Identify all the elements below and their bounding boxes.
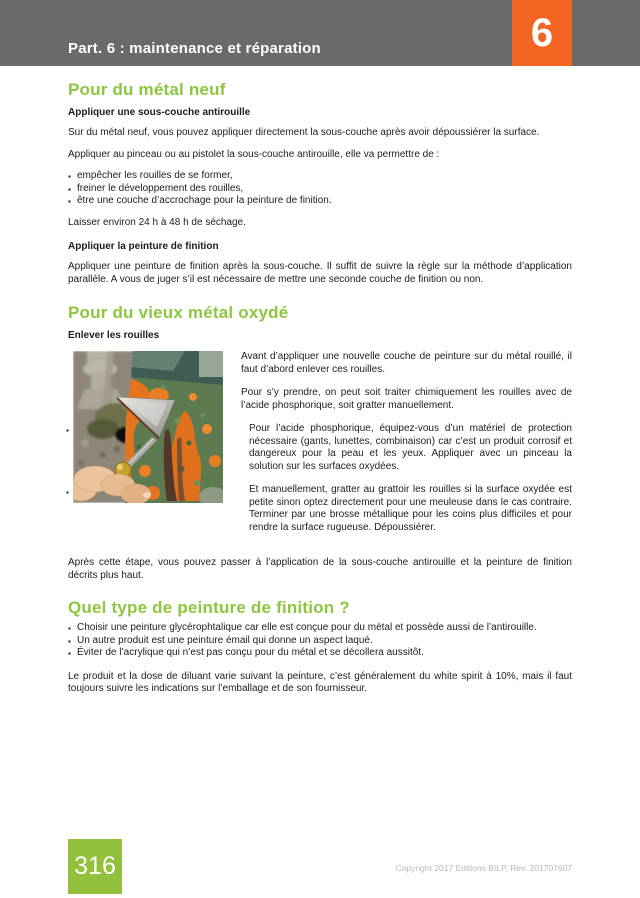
section-heading-vieux-metal: Pour du vieux métal oxydé	[68, 303, 289, 322]
list-item	[68, 622, 572, 635]
list-item-text: Éviter de l’acrylique qui n’est pas conçu pour du métal et se décollera aussitôt.	[77, 647, 424, 658]
paragraph: Laisser environ 24 h à 48 h de séchage.	[68, 216, 246, 228]
list-item	[68, 647, 572, 660]
list-item-text: Un autre produit est une peinture émail qui donne un aspect laqué.	[77, 634, 373, 646]
section-heading-metal-neuf: Pour du métal neuf	[68, 80, 226, 99]
photo-grattoir-metal-rouille	[73, 351, 223, 503]
subheading-peinture-finition: Appliquer la peinture de finition	[68, 241, 219, 252]
bullet-marker: ▪	[66, 426, 69, 435]
enlever-rouilles-text-column	[241, 351, 572, 545]
list-item	[68, 170, 572, 183]
bullet-marker: ▪	[68, 184, 71, 194]
scraper-photo-illustration	[73, 351, 223, 503]
bulleted-paragraph-manuel: Et manuellement, gratter au grattoir les rouilles si la surface oxydée est petite sinon optez directement pour une meuleuse dans le cas contraire. Terminer par une brosse métallique pour les coins plus difficiles et pour rendre la surface rugueuse. Dépoussiérer.	[249, 484, 572, 533]
bullet-marker: ▪	[68, 636, 71, 646]
bullet-marker: ▪	[68, 624, 71, 633]
bullet-marker: ▪	[68, 172, 71, 181]
list-item	[68, 195, 572, 208]
chapter-number-box	[512, 0, 572, 66]
paragraph: Pour s’y prendre, on peut soit traiter chimiquement les rouilles avec de l’acide phosphorique, soit gratter manuellement.	[241, 387, 572, 411]
page-content	[0, 80, 640, 696]
enlever-rouilles-content	[68, 351, 572, 545]
bullet-marker: ▪	[66, 488, 69, 497]
paragraph: Sur du métal neuf, vous pouvez appliquer directement la sous-couche après avoir dépoussiérer la surface.	[68, 127, 540, 138]
list-item-text: Choisir une peinture glycérophtalique car elle est conçue pour du métal et possède aussi de l’antirouille.	[77, 622, 537, 633]
section-heading-type-finition: Quel type de peinture de finition ?	[68, 598, 350, 617]
list-item-text: être une couche d’accrochage pour la peinture de finition.	[77, 195, 332, 206]
list-item	[68, 635, 572, 648]
page-header-band	[0, 0, 640, 66]
antirouille-benefits-list	[68, 170, 572, 208]
copyright-text: Copyright 2017 Editions BILP, Rev. 201707607	[395, 863, 572, 873]
paragraph: Avant d’appliquer une nouvelle couche de peinture sur du métal rouillé, il faut d’abord enlever ces rouilles.	[241, 351, 572, 375]
paragraph: Le produit et la dose de diluant varie suivant la peinture, c’est généralement du white spirit à 10%, mais il faut toujours suivre les indications sur l’emballage et de son fournisseur.	[68, 670, 572, 694]
part-title: Part. 6 : maintenance et réparation	[68, 40, 321, 57]
list-item-text: empêcher les rouilles de se former,	[77, 170, 233, 181]
paragraph: Appliquer une peinture de finition après la sous-couche. Il suffit de suivre la règle sur la méthode d’application parallèle. A vous de juger s’il est nécessaire de mettre une seconde couche de finition ou non.	[68, 261, 572, 285]
chapter-number: 6	[530, 10, 554, 55]
type-finition-list	[68, 622, 572, 660]
bullet-marker: ▪	[68, 649, 71, 658]
paragraph: Appliquer au pinceau ou au pistolet la sous-couche antirouille, elle va permettre de :	[68, 148, 440, 160]
subheading-enlever-rouilles: Enlever les rouilles	[68, 330, 160, 341]
bulleted-paragraph-acide: Pour l’acide phosphorique, équipez-vous d’un matériel de protection nécessaire (gants, lunettes, combinaison) car c’est un produit corrosif et dangereux pour la peau et les yeux. Appliquer avec un pinceau la solution sur les surfaces oxydées.	[249, 423, 572, 472]
list-item	[68, 183, 572, 196]
paragraph: Après cette étape, vous pouvez passer à l’application de la sous-couche antirouille et la peinture de finition décrits plus haut.	[68, 557, 572, 581]
list-item-text: freiner le développement des rouilles,	[77, 182, 244, 194]
subheading-sous-couche: Appliquer une sous-couche antirouille	[68, 107, 251, 118]
bullet-marker: ▪	[68, 197, 71, 206]
page-number-box	[68, 839, 122, 894]
page-number: 316	[74, 852, 116, 880]
